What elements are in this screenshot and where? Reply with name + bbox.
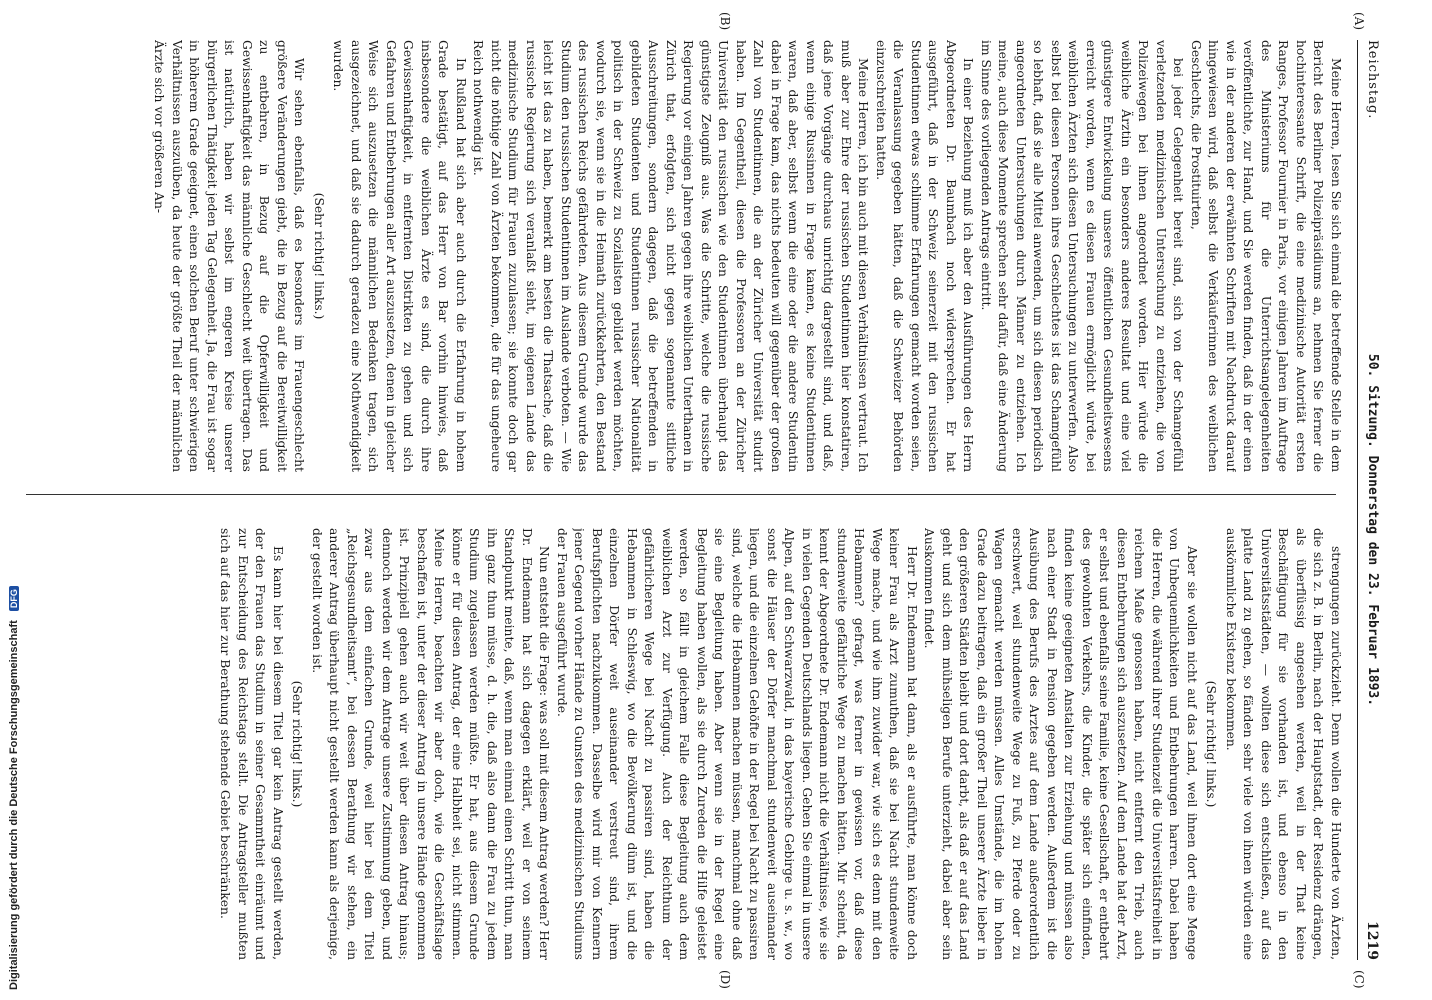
- paragraph: Meine Herren, ich bin auch mit diesen Verhältnissen vertraut. Ich muß aber zur Ehre der russischen Studentinnen hier konstatiren, daß jene Vorgänge durchaus unrichtig dargestellt sind, und daß, wenn einige Russinnen in Frage kamen, es keine Studentinnen waren, daß aber, selbst wenn die eine oder die andere Studentin dabei in Frage kam, das nichts bedeuten will gegenüber der großen Zahl von Studentinnen, die an der Züricher Universität studirt haben. Im Gegentheil, diesen die Professoren an der Züricher Universität den russischen wie den Studentinnen überhaupt das günstigste Zeugniß aus. Was die Schritte, welche die russische Regierung vor einigen Jahren gegen ihre weiblichen Unterthanen in Zürich that, erfolgten, sich nicht gegen sogenannte sittliche Ausschreitungen, sondern dagegen, daß die betreffenden in gebildeten Studenten und Studentinnen russischer Nationalität politisch in der Schweiz zu Sozialisten gebildet werden möchten, wodurch sie, wenn sie in die Heimath zurückkehrten, den Bestand des russischen Reichs gefährdeten. Aus diesem Grunde wurde das Studium den russischen Studentinnen im Auslande verboten. — Wie leicht ist das zu haben, bemerkt am besten die Thatsache, daß die russische Regierung sich veranlaßt sieht, im eigenen Lande das medizinische Studium für Frauen zuzulassen; sie konnte doch gar nicht die nöthige Zahl von Ärzten bekommen, die für das ungeheure Reich nothwendig ist.: [471, 40, 871, 472]
- paragraph: Es kann hier bei diesem Titel gar kein Antrag gestellt werden, der den Frauen das Studium in seiner Gesammtheit einräumt und zur Entscheidung des Reichstags stellt. Die Antragsteller mußten sich auf das hier zur Berathung stehende Gebiet beschränken.: [218, 528, 285, 960]
- paragraph: strengungen zurückzieht. Denn wollen die Hunderte von Ärzten, die sich z. B. in Berlin, nach der Hauptstadt, der Residenz drängen, als überflüssig angesehen werden, weil in der That keine Beschäftigung für sie vorhanden ist, und ebenso in den Universitätsstädten, — wollten diese sich entschließen, auf das platte Land zu gehen, so fänden sehr viele von ihnen würden eine auskömmliche Existenz bekommen.: [1224, 528, 1343, 960]
- dfg-logo-icon: DFG: [9, 586, 19, 611]
- right-text-column: [24, 528, 1344, 960]
- margin-mark-c: (C): [1352, 970, 1366, 989]
- header-center: 50. Sitzung. Donnerstag den 23. Februar 1893.: [1365, 353, 1380, 707]
- header-rule: [1357, 40, 1358, 960]
- paragraph: Herr Dr. Endemann hat dann, als er ausführte, man könne doch keiner Frau als Arzt zumuthen, daß sie bei Nacht stundenweite Wege mache, und wie ihm zuwider war, wie sich es denn mit den Hebammen? gefragt, was ferner in gewissen vor, daß diese stundenweite gefährliche Wege zu machen hätten. Mir scheint, da kennt der Abgeordnete Dr. Endemann nicht die Verhältnisse, wie sie in vielen Gegenden Deutschlands liegen. Gehen Sie einmal in unsere Alpen, auf den Schwarzwald, in das bayerische Gebirge u. s. w., wo sonst die Häuser der Dörfer manchmal stundenweit auseinander liegen, und die einzelnen Gehöfte in der Regel bei Nacht zu passiren sind, welche die Hebammen machen müssen, manchmal ohne daß sie eine Begleitung haben. Aber wenn sie in der Regel eine Begleitung haben wollen, als sie durch Zureden die Hilfe geleistet werden, so fällt in gleichem Falle diese Begleitung auch dem weiblichen Arzt zur Verfügung. Auch der Reichthum der gefährlicheren Wege bei Nacht zu passiren sind, haben die Hebammen in Schleswig, wo die Bevölkerung dünn ist, und die einzelnen Dörfer weit auseinander verstreut sind, ihrem Berufspflichten nachzukommen. Dasselbe wird mir von Kennern jener Gegend vorher Hände zu Gunsten des medizinischen Studiums der Frauen ausgeführt wurde.: [555, 528, 919, 960]
- left-text-column: [24, 40, 1344, 472]
- page-number: 1219: [1364, 921, 1380, 960]
- margin-mark-b: (B): [718, 12, 732, 31]
- paragraph: In Rußland hat sich aber auch durch die Erfahrung in hohem Grade bestätigt, auf das Herr von Bar vorhin hinwies, daß insbesondere die weiblichen Ärzte es sind, die durch ihre Gewissenhaftigkeit, in entfernten Distrikten zu gehen und sich Gefahren und Entbehrungen aller Art auszusetzen, denen in gleicher Weise sich auszusetzen die männlichen Bedenken tragen, sich ausgezeichnet, und daß sie dadurch geradezu eine Nothwendigkeit wurden.: [331, 40, 468, 472]
- interjection: (Sehr richtig! links.): [312, 192, 326, 320]
- paragraph: In einer Beziehung muß ich aber den Ausführungen des Herrn Abgeordneten Dr. Baumbach noch widersprechen. Er hat ausgeführt, daß in der Schweiz seinerzeit mit den russischen Studentinnen etwas schlimme Erfahrungen gemacht worden seien, die Veranlassung gegeben hätten, daß die Schweizer Behörden einzuschreiten hatten.: [874, 40, 976, 472]
- paragraph: Meine Herren, lesen Sie sich einmal die betreffende Stelle in dem Bericht des Berliner Polizeipräsidiums an, nehmen Sie ferner die hochinteressante Schrift, die eine medizinische Autorität ersten Ranges, Professor Fournier in Paris, vor einigen Jahren im Auftrage des Ministeriums für die Unterrichtsangelegenheiten veröffentlichte, zur Hand, und Sie werden finden, daß in der einen wie in der anderen der erwähnten Schriften mit Nachdruck darauf hingewiesen wird, daß selbst die Verkäuferinnen des weiblichen Geschlechts, die Prostituirten,: [1189, 40, 1343, 472]
- margin-mark-a: (A): [1352, 12, 1366, 31]
- paragraph: Aber sie wollen nicht auf das Land, weil ihnen dort eine Menge von Unbequemlichkeiten und Entbehrungen harren. Dabei haben die Herren, die während ihrer Studienzeit die Universitätsfreiheit in reichem Maße genossen haben, nicht entfernt den Trieb, auch diesen Entbehrungen sich auszusetzen. Auf dem Lande hat der Arzt, er selbst und ebenfalls seine Familie, keine Gesellschaft, er entbehrt des gewohnten Verkehrs, die Kinder, die später sich einfinden, finden keine geeigneten Anstalten zur Erziehung und müssen also nach einer Stadt in Pension gegeben werden. Außerdem ist die Ausübung des Berufs des Arztes auf dem Lande außerordentlich erschwert, weil stundenweite Wege zu Fuß, zu Pferde oder zu Wagen gemacht werden müssen. Alles Umstände, die im hohen Grade dazu beitragen, daß ein großer Theil unserer Ärzte lieber in den größeren Städten bleibt und dort darbt, als daß er auf das Land geht und sich dem mühseligen Berufe unterzieht, dabei aber sein Auskommen findet.: [922, 528, 1199, 960]
- credit-text: Digitalisierung gefördert durch die Deutsche Forschungsgemeinschaft: [8, 620, 20, 990]
- paragraph: Wir sehen ebenfalls, daß es besonders im Frauengeschlecht größere Veränderungen giebt, die in Bezug auf die Bereitwilligkeit zu entbehren, in Bezug auf die Opferwilligkeit und Gewissenhaftigkeit das männliche Geschlecht weit übertragen. Das ist natürlich, haben wir selbst im engeren Kreise unserer bürgerlichen Thätigkeit jeden Tag Gelegenheit. Ja, die Frau ist sogar in höherem Grade geeignet, einen solchen Beruf unter schwierigen Verhältnissen auszuüben, da heute der größte Theil der männlichen Ärzte sich vor größeren An-: [152, 40, 307, 472]
- margin-mark-d: (D): [718, 970, 732, 989]
- interjection: (Sehr richtig! links.): [290, 680, 305, 808]
- column-divider: [26, 494, 1336, 495]
- page-header: [1340, 40, 1380, 960]
- interjection: (Sehr richtig! links.): [1204, 680, 1219, 808]
- header-left: Reichstag.: [1365, 40, 1380, 120]
- paragraph: Nun entsteht die Frage: was soll mit diesem Antrag werden? Herr Dr. Endemann hat sich dagegen erklärt, weil er von seinem Standpunkt meinte, daß, wenn man einmal einen Schritt thun, man ihn ganz thun müsse, d. h. die, daß also dann die Frau zu jedem Studium zugelassen werden müßte. Er hat, aus diesem Grunde könne er für diesen Antrag, der eine Halbheit sei, nicht stimmen. Meine Herren, beachten wir aber doch, wie die Geschäftslage beschaffen ist, unter der dieser Antrag in unsere Hände genommen ist. Prinzipiell gehen auch wir weit über diesen Antrag hinaus; dennoch werden wir dem Antrage unsere Zustimmung geben, und zwar aus dem einfachen Grunde, weil hier bei dem Titel „Reichsgesundheitsamt“, bei dessen Berathung wir stehen, ein anderer Antrag überhaupt nicht gestellt werden kann als derjenige, der gestellt worden ist.: [310, 528, 552, 960]
- funding-credit: [8, 589, 22, 990]
- paragraph: bei jeder Gelegenheit bereit sind, sich von der Schamgefühl verletzenden medizinischen Untersuchung zu entziehen, die von Polizeiwegen bei ihnen angeordnet worden. Hier würde die weibliche Ärztin ein besonders anderes Resultat und eine viel günstigere Entwickelung unseres öffentlichen Gesundheitswesens erreicht worden, wenn es diesen Frauen ermöglicht würde, bei weiblichen Ärzten sich diesen Untersuchungen zu unterwerfen. Also selbst bei diesen Personen ihres Geschlechtes ist das Schamgefühl so lebhaft, daß sie alle Mittel anwenden, um sich diesen periodisch angeordneten Untersuchungen durch Männer zu entziehen. Ich meine, auch diese Momente sprechen sehr dafür, daß eine Änderung im Sinne des vorliegenden Antrags eintritt.: [979, 40, 1186, 472]
